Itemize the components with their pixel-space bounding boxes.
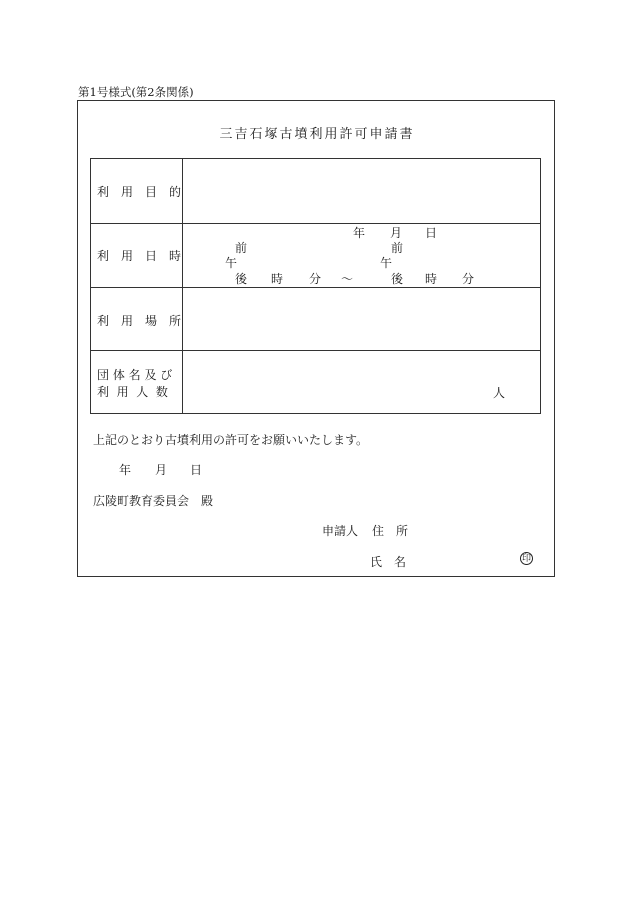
label-char: 用 xyxy=(121,314,134,328)
row-label-location xyxy=(97,312,181,329)
label-char: 場 xyxy=(145,314,158,328)
end-pm-char: 後 xyxy=(391,272,404,286)
addressee: 広陵町教育委員会 殿 xyxy=(93,494,214,508)
label-char: 利 xyxy=(97,185,110,199)
label-char: 用 xyxy=(121,249,134,263)
end-noon-char: 午 xyxy=(380,256,393,270)
form-title: 三吉石塚古墳利用許可申請書 xyxy=(219,127,415,142)
label-char: 目 xyxy=(145,185,158,199)
row-label-group-line1: 団 体 名 及 び xyxy=(97,368,173,382)
datetime-field[interactable] xyxy=(183,224,540,287)
row-label-datetime xyxy=(97,247,181,264)
end-hour-unit: 時 xyxy=(425,272,438,286)
end-am-char: 前 xyxy=(391,241,404,255)
date-month-unit: 月 xyxy=(155,463,168,477)
name-label: 氏 名 xyxy=(370,555,407,569)
label-char: 用 xyxy=(121,185,134,199)
end-minute-unit: 分 xyxy=(462,272,475,286)
start-am-char: 前 xyxy=(235,241,248,255)
start-hour-unit: 時 xyxy=(271,272,284,286)
date-year-unit: 年 xyxy=(119,463,132,477)
year-unit: 年 xyxy=(353,226,366,240)
start-noon-char: 午 xyxy=(225,256,238,270)
purpose-field[interactable] xyxy=(183,160,540,223)
label-char: 所 xyxy=(169,314,182,328)
label-char: 利 xyxy=(97,314,110,328)
day-unit: 日 xyxy=(425,226,438,240)
label-char: 利 xyxy=(97,249,110,263)
application-table xyxy=(90,158,541,414)
start-pm-char: 後 xyxy=(235,272,248,286)
row-label-purpose xyxy=(97,183,181,200)
month-unit: 月 xyxy=(390,226,403,240)
applicant-label: 申請人 xyxy=(322,524,359,538)
label-char: 日 xyxy=(145,249,158,263)
address-label: 住 所 xyxy=(372,524,409,538)
range-tilde: ～ xyxy=(341,272,354,286)
form-number-label: 第1号様式(第2条関係) xyxy=(78,85,194,99)
request-statement: 上記のとおり古墳利用の許可をお願いいたします。 xyxy=(93,433,369,447)
date-day-unit: 日 xyxy=(190,463,203,477)
seal-mark: 印 xyxy=(521,554,531,564)
start-minute-unit: 分 xyxy=(309,272,322,286)
group-field[interactable] xyxy=(183,351,540,413)
people-unit: 人 xyxy=(493,386,506,400)
location-field[interactable] xyxy=(183,288,540,350)
label-char: 時 xyxy=(169,249,182,263)
label-char: 的 xyxy=(169,185,182,199)
row-label-group-line2: 利 用 人 数 xyxy=(97,385,168,399)
